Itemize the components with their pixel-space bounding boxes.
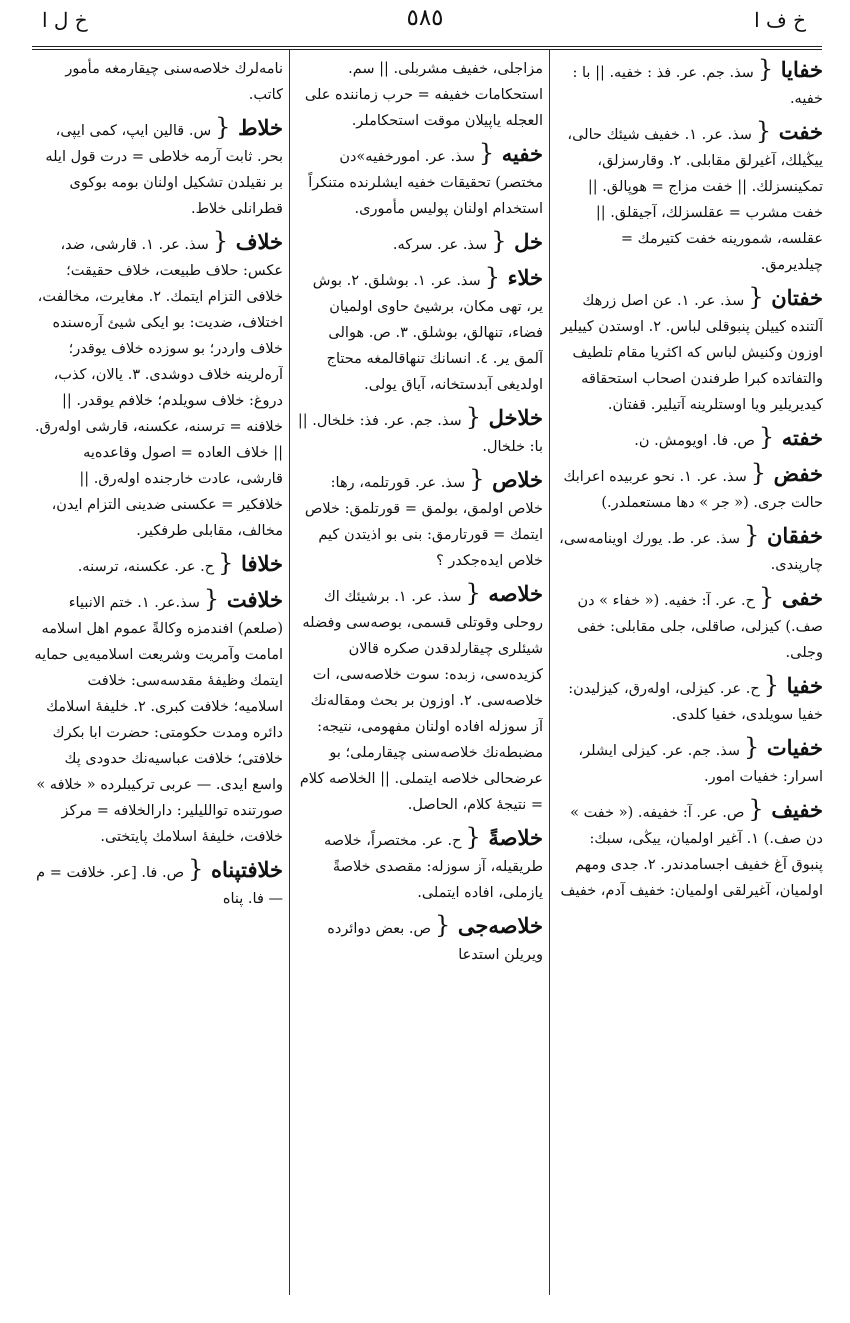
entry-headword: خفت { [752, 119, 823, 144]
dictionary-entry [34, 56, 283, 108]
dictionary-entry [296, 912, 543, 968]
dictionary-entry [34, 856, 283, 912]
entry-definition: سذ. عر. سرکه. [392, 237, 488, 253]
dictionary-entry [556, 734, 823, 790]
entry-headword: خلافت { [200, 587, 283, 612]
entry-definition: سذ. عر. ١. بوشلق. ٢. بوش یر، تهی مکان، برشیئ حاوی اولمیان فضاء، تنهالق، بوشلق. ٣. ص. هوالی آلمق یر. ٤. انسانك تنهاقالمغه محتاج اولدیغی آبدستخانه، آیاق یولی. [312, 273, 543, 393]
entry-definition: سذ. جم. عر. کیزلی ایشلر، اسرار: خفیات امور. [578, 743, 823, 785]
dictionary-entry [34, 586, 283, 850]
entry-headword: خفته { [755, 425, 823, 450]
header-rule-double [32, 49, 822, 50]
header-left-letters: خ ل ا [42, 8, 88, 32]
dictionary-entry [34, 114, 283, 222]
entry-definition: ص. فا. اویومش. ن. [634, 433, 755, 449]
dictionary-entry [296, 466, 543, 574]
entry-definition: سذ. عر. ١. خفیف شیئك حالی، ییڭیلك، آغیرلق مقابلی. ٢. وقارسزلق، تمکینسزلك. || خفت مزاج = هوپالق. || خفت مشرب = عقلسزلك، آجیقلق. || عقلسه، شمورینه خفت کتیرمك = چیلدیرمق. [567, 127, 823, 273]
entry-definition: سذ. عر. ط. یورك اوینامه‌سی، چارپندی. [559, 531, 823, 573]
entry-headword: خفیا { [760, 673, 823, 698]
entry-headword: خلاخل { [462, 405, 543, 430]
dictionary-entry [556, 118, 823, 278]
dictionary-entry [556, 796, 823, 904]
dictionary-entry [556, 424, 823, 454]
entry-headword: خفیف { [744, 797, 823, 822]
dictionary-entry [556, 522, 823, 578]
entry-definition: سذ. عر. ١. عن اصل زرهك آلتنده کییلن پنبوقلی لباس. ٢. اوستدن کییلیر اوزون وکنیش لباس که اکثریا مقام تلطیف والتفاتده کبرا طرفندن اصحاب استحقاقه کیدیریلیر ویا اوستلرینه آتیلیر. قفتان. [560, 293, 823, 413]
page-number: ٥٨٥ [406, 5, 444, 31]
entry-definition: سذ. عر. ١. نحو عربیده اعرابك حالت جری. (« جر » دها مستعملدر.) [563, 469, 823, 511]
dictionary-entry [556, 56, 823, 112]
dictionary-entry [296, 404, 543, 460]
column-middle [296, 56, 543, 1293]
entry-headword: خفی { [755, 585, 823, 610]
column-divider-right [549, 50, 550, 1295]
entry-headword: خفایا { [754, 57, 823, 82]
dictionary-entry [296, 580, 543, 818]
entry-definition: ص. عر. آ: خفیفه. (« خفت » دن صف.) ١. آغیر اولمیان، ییڭی، سبك: پنبوق آغ خفیف اجسامدندر. ٢. جدی ومهم اولمیان، آغیرلقی اولمیان: خفیف آدم، خفیف [560, 805, 823, 899]
entry-definition: سذ. عر. امورخفیه»دن مختصر) تحقیقات خفیه ایشلرنده متنکراً استخدام اولنان پولیس مأموری. [308, 149, 543, 217]
entry-headword: خلاصةً { [461, 825, 543, 850]
column-right [556, 56, 823, 1293]
header-right-letters: خ ف ا [754, 8, 806, 32]
entry-headword: خلافا { [214, 551, 283, 576]
entry-headword: خفقان { [740, 523, 823, 548]
entry-definition: سذ. جم. عر. فذ : خفیه. || با : خفیه. [572, 65, 823, 107]
entry-headword: خلافتپناه { [184, 857, 283, 882]
entry-definition: سذ. جم. عر. فذ: خلخال. || با: خلخال. [297, 413, 543, 455]
entry-headword: خلاط { [211, 115, 283, 140]
entry-definition: سذ. عر. ١. برشیئك اك روحلی وقوتلی قسمی، بوصه‌سی وفضله شیئلری چیقارلدقدن صکره قالان کزیده‌سی، زبده: سوت خلاصه‌سی، ات خلاصه‌سی. ٢. اوزون بر بحث ومقاله‌نك آز سوزله افاده اولنان مفهومی، نتیجه: مضبطه‌نك خلاصه‌سنی چیقارملی؛ بو عرضحالی خلاصه ایتملی. || الخلاصه کلام = نتیجهٔ کلام، الحاصل. [299, 589, 543, 813]
entry-headword: خفیات { [740, 735, 823, 760]
entry-definition: نامه‌لرك خلاصه‌سنی چیقارمغه مأمور کاتب. [65, 61, 283, 103]
dictionary-entry [556, 284, 823, 418]
entry-headword: خل { [487, 229, 543, 254]
entry-headword: خلاص { [465, 467, 543, 492]
dictionary-entry [296, 264, 543, 398]
entry-definition: س. قالین ایپ، کمی ایپی، بحر. ثابت آرمه خلاطی = درت قول ایله بر نقیلدن تشکیل اولنان بومه بوکوی قطرانلی خلاط. [45, 123, 283, 217]
entry-headword: خلاصه { [461, 581, 543, 606]
entry-headword: خلاف { [209, 229, 283, 254]
entry-definition: مزاجلی، خفیف مشربلی. || سم. استحکامات خفیفه = حرب زماننده علی العجله یاپیلان موقت استحکاملر. [304, 61, 543, 129]
entry-headword: خلاء { [481, 265, 543, 290]
entry-definition: ص. فا. [عر. خلافت = م — فا. پناه [36, 865, 283, 907]
entry-headword: خفتان { [744, 285, 823, 310]
dictionary-entry [34, 228, 283, 544]
dictionary-entry [296, 824, 543, 906]
entry-definition: سذ. عر. ١. قارشی، ضد، عکس: حلاف طبیعت، خلاف حقیقت؛ خلافی التزام ایتمك. ٢. مغایرت، مخالفت، اختلاف، ضدیت: بو ایکی شیئ آره‌سنده خلاف واردر؛ بو سوزده خلاف یوقدر؛ آره‌لرینه خلاف دوشدی. ٣. یالان، کذب، دروغ: خلاف سویلدم؛ خلافم یوقدر. || خلافنه = ترسنه، عکسنه، قارشی اوله‌رق. || خلاف العاده = اصول وقاعده‌یه قارشی، عادت خارجنده اوله‌رق. || خلافکیر = عکسنی ضدینی التزام ایدن، مخالف، مقابلی طرفکیر. [34, 237, 283, 539]
entry-headword: خفیه { [475, 141, 543, 166]
column-left [34, 56, 283, 1293]
entry-headword: خلاصه‌جی { [431, 913, 543, 938]
entry-definition: ح. عر. کیزلی، اولەرق، کیزلیدن: خفیا سویلدی، خفیا کلدی. [568, 681, 823, 723]
entry-definition: سذ.عر. ١. ختم الانبیاء (صلعم) افندمزه وکالةً عموم اهل اسلامه امامت وآمریت وشریعت اسلامیه‌یی حمایه ایتمك وظیفهٔ مقدسه‌سی: خلافت اسلامیه؛ خلافت کبری. ٢. خلیفهٔ اسلامك دائره ومدت حکومتی: حضرت ابا بکرك خلافتی؛ خلافت عباسیه‌نك حدودی پك واسع ایدی. — عربی ترکیبلرده « خلافه » صورتنده تواللیلیر: دارالخلافه = مرکز خلافت، خلیفهٔ اسلامك پایتختی. [34, 595, 283, 845]
dictionary-entry [296, 228, 543, 258]
entry-definition: ح. عر. آ: خفیه. (« خفاء » دن صف.) کیزلی، صاقلی، جلی مقابلی: خفی وجلی. [577, 593, 823, 661]
dictionary-entry [296, 56, 543, 134]
dictionary-entry [296, 140, 543, 222]
dictionary-entry [34, 550, 283, 580]
column-divider-left [289, 50, 290, 1295]
dictionary-entry [556, 460, 823, 516]
entry-definition: ص. بعض دوائرده ویریلن استدعا [327, 921, 543, 963]
entry-definition: ح. عر. مختصراً، خلاصه طریقیله، آز سوزله: مقصدی خلاصةً یازملی، افاده ایتملی. [323, 833, 543, 901]
entry-headword: خفض { [747, 461, 823, 486]
header-rule [32, 46, 822, 47]
dictionary-entry [556, 672, 823, 728]
entry-definition: ح. عر. عکسنه، ترسنه. [77, 559, 215, 575]
entry-definition: سذ. عر. قورتلمه، رها: خلاص اولمق، بولمق = قورتلمق: خلاص ایتمك = قورتارمق: بنی بو اذیتدن کیم خلاص ایده‌جکدر ؟ [304, 475, 543, 569]
dictionary-entry [556, 584, 823, 666]
